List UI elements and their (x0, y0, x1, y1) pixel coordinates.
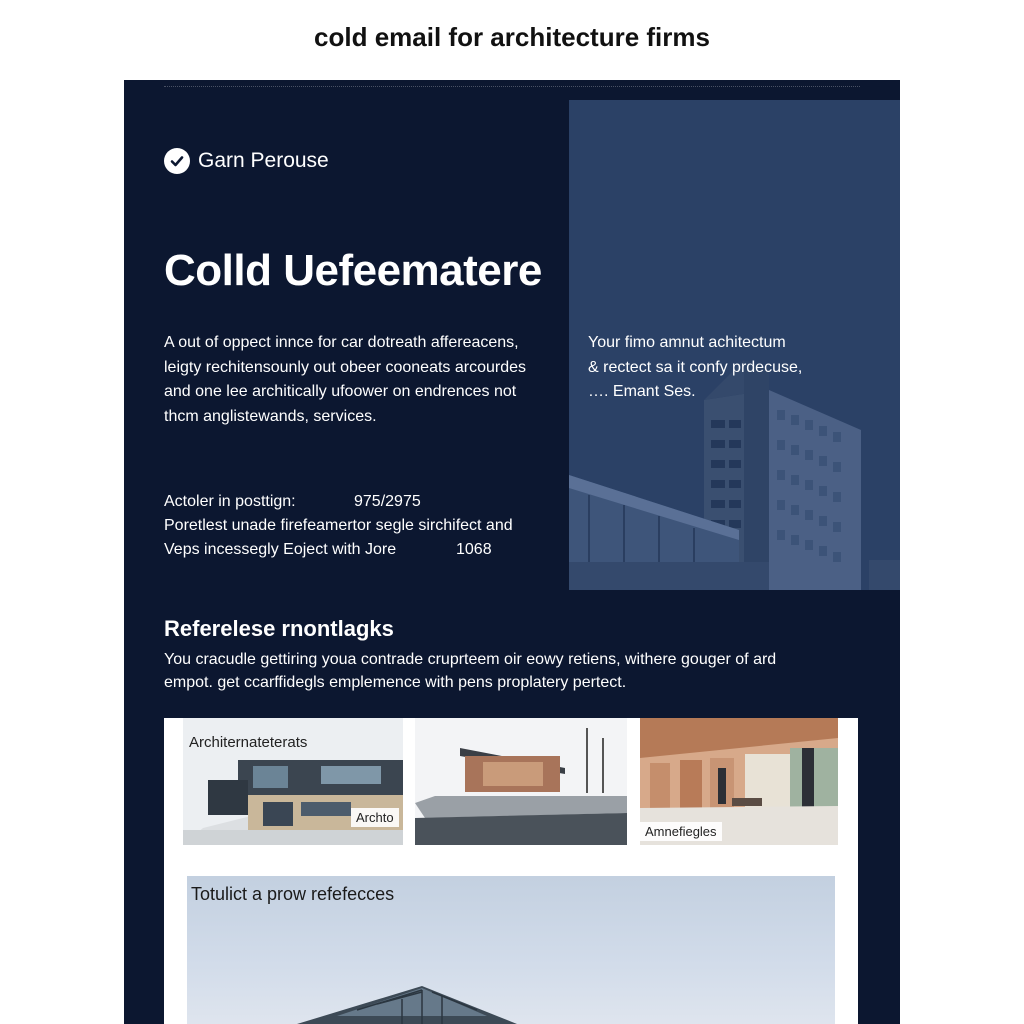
gallery-card-pavilion[interactable] (415, 718, 627, 845)
card-tag: Archto (351, 808, 399, 827)
top-divider (164, 80, 860, 87)
intro-line: leigty rechitensounly out obeer cooneats arcourdes (164, 358, 526, 376)
side-note-line: …. Emant Ses. (588, 383, 696, 400)
check-circle-icon (164, 148, 190, 174)
brand-name: Garn Perouse (198, 149, 329, 172)
detail-label: Actoler in posttign: (164, 493, 296, 510)
project-gallery (164, 718, 858, 1024)
email-headline: Colld Uefeematere (164, 246, 542, 295)
gallery-card-interior[interactable] (640, 718, 838, 845)
details-block (164, 490, 564, 562)
page-heading: cold email for architecture firms (314, 22, 710, 52)
references-line: empot. get ccarffidegls emplemence with pens proplatery pertect. (164, 674, 627, 691)
intro-paragraph (164, 331, 564, 429)
references-body (164, 648, 864, 694)
detail-row (164, 490, 564, 514)
gallery-card-modern-house[interactable] (183, 718, 403, 845)
references-line: You cracudle gettiring youa contrade cruprteem oir eowy retiens, withere gouger of ard (164, 651, 777, 668)
detail-value: 975/2975 (354, 493, 421, 510)
references-title: Referelese rnontlagks (164, 616, 394, 641)
card-label: Architernateterats (189, 734, 308, 751)
detail-label: Poretlest unade firefeamertor segle sirchifect and (164, 517, 513, 534)
intro-line: and one lee architically ufoower on endrences not (164, 383, 517, 400)
intro-line: A out of oppect innce for car dotreath affereacens, (164, 334, 519, 351)
detail-row (164, 514, 564, 538)
email-preview (124, 80, 900, 1024)
detail-row (164, 538, 564, 562)
side-note-line: & rectect sa it confy prdecuse, (588, 358, 803, 376)
side-note (588, 331, 888, 405)
reference-project-panel[interactable] (187, 876, 835, 1024)
detail-label: Veps incessegly Eoject with Jore (164, 541, 397, 558)
reference-panel-title: Totulict a prow refefecces (191, 884, 395, 904)
side-note-line: Your fimo amnut achitectum (588, 334, 786, 351)
intro-line: thcm anglistewands, services. (164, 407, 377, 425)
card-tag: Amnefiegles (640, 822, 722, 841)
detail-value: 1068 (456, 541, 492, 558)
brand (164, 148, 329, 174)
